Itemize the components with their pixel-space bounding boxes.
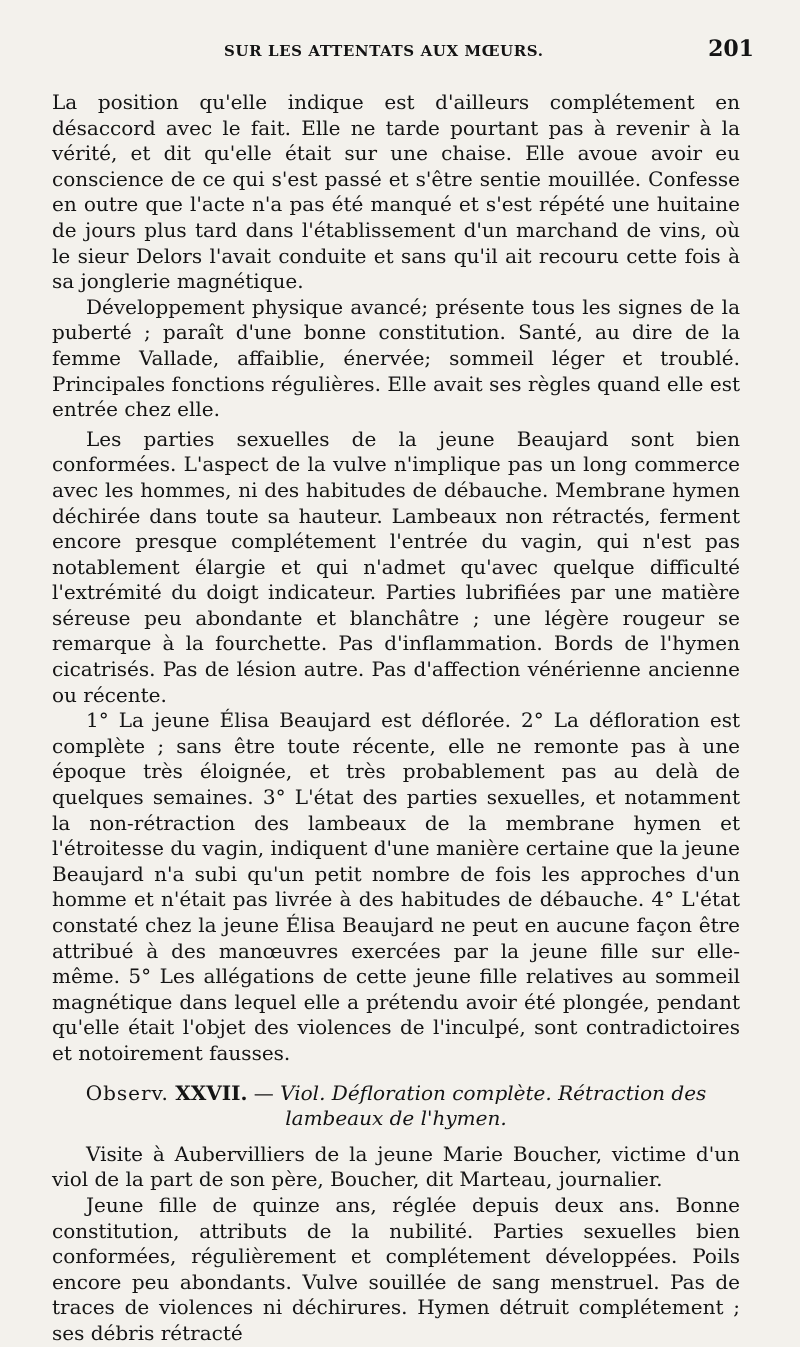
observation-title-line2: lambeaux de l'hymen. [285, 1106, 507, 1131]
running-header [52, 36, 754, 82]
page-number: 201 [708, 36, 754, 62]
paragraph-2: Développement physique avancé; présente tous les signes de la puberté ; paraît d'une bonne constitution. Santé, au dire de la femme Vallade, affaiblie, énervée; sommeil léger et troublé. Principales fonctions régulières. Elle avait ses règles quand elle est entrée chez elle. [52, 294, 740, 422]
paragraph-5: Visite à Aubervilliers de la jeune Marie Boucher, victime d'un viol de la part de son père, Boucher, dit Marteau, journalier. [52, 1141, 740, 1192]
paragraph-6: Jeune fille de quinze ans, réglée depuis deux ans. Bonne constitution, attributs de la nubilité. Parties sexuelles bien conformées, régulièrement et complétement développées. Poils encore peu abondants. Vulve souillée de sang menstruel. Pas de traces de violences ni déchirures. Hymen détruit complétement ; ses débris rétracté [52, 1192, 740, 1345]
observation-title-line1: Viol. Défloration complète. Rétraction des [280, 1080, 707, 1105]
paragraph-1: La position qu'elle indique est d'ailleurs complétement en désaccord avec le fait. Elle ne tarde pourtant pas à revenir à la vérité, et dit qu'elle était sur une chaise. Elle avoue avoir eu conscience de ce qui s'est passé et s'être sentie mouillée. Confesse en outre que l'acte n'a pas été manqué et s'est répété une huitaine de jours plus tard dans l'établissement d'un marchand de vins, où le sieur Delors l'avait conduite et sans qu'il ait recouru cette fois à sa jonglerie magnétique. [52, 90, 740, 294]
observation-number: XXVII. [175, 1080, 248, 1105]
paragraph-4: 1° La jeune Élisa Beaujard est déflorée. 2° La défloration est complète ; sans être toute récente, elle ne remonte pas à une époque très éloignée, et très probablement pas au delà de quelques semaines. 3° L'état des parties sexuelles, et notamment la non-rétraction des lambeaux de la membrane hymen et l'étroitesse du vagin, indiquent d'une manière certaine que la jeune Beaujard n'a subi qu'un petit nombre de fois les approches d'un homme et n'était pas livrée à des habitudes de débauche. 4° L'état constaté chez la jeune Élisa Beaujard ne peut en aucune façon être attribué à des manœuvres exercées par la jeune fille sur elle-même. 5° Les allégations de cette jeune fille relatives au sommeil magnétique dans lequel elle a prétendu avoir été plongée, pendant qu'elle était l'objet des violences de l'inculpé, sont contradictoires et notoirement fausses. [52, 708, 740, 1065]
observation-label: Observ. [85, 1080, 169, 1105]
running-title: SUR LES ATTENTATS AUX MŒURS. [224, 42, 544, 60]
observation-heading [52, 1081, 740, 1132]
paragraph-3: Les parties sexuelles de la jeune Beaujard sont bien conformées. L'aspect de la vulve n'implique pas un long commerce avec les hommes, ni des habitudes de débauche. Membrane hymen déchirée dans toute sa hauteur. Lambeaux non rétractés, ferment encore presque complétement l'entrée du vagin, qui n'est pas notablement élargie et qui n'admet qu'avec quelque difficulté l'extrémité du doigt indicateur. Parties lubrifiées par une matière séreuse peu abondante et blanchâtre ; une légère rougeur se remarque à la fourchette. Pas d'inflammation. Bords de l'hymen cicatrisés. Pas de lésion autre. Pas d'affection vénérienne ancienne ou récente. [52, 426, 740, 707]
observation-dash: — [253, 1080, 274, 1105]
